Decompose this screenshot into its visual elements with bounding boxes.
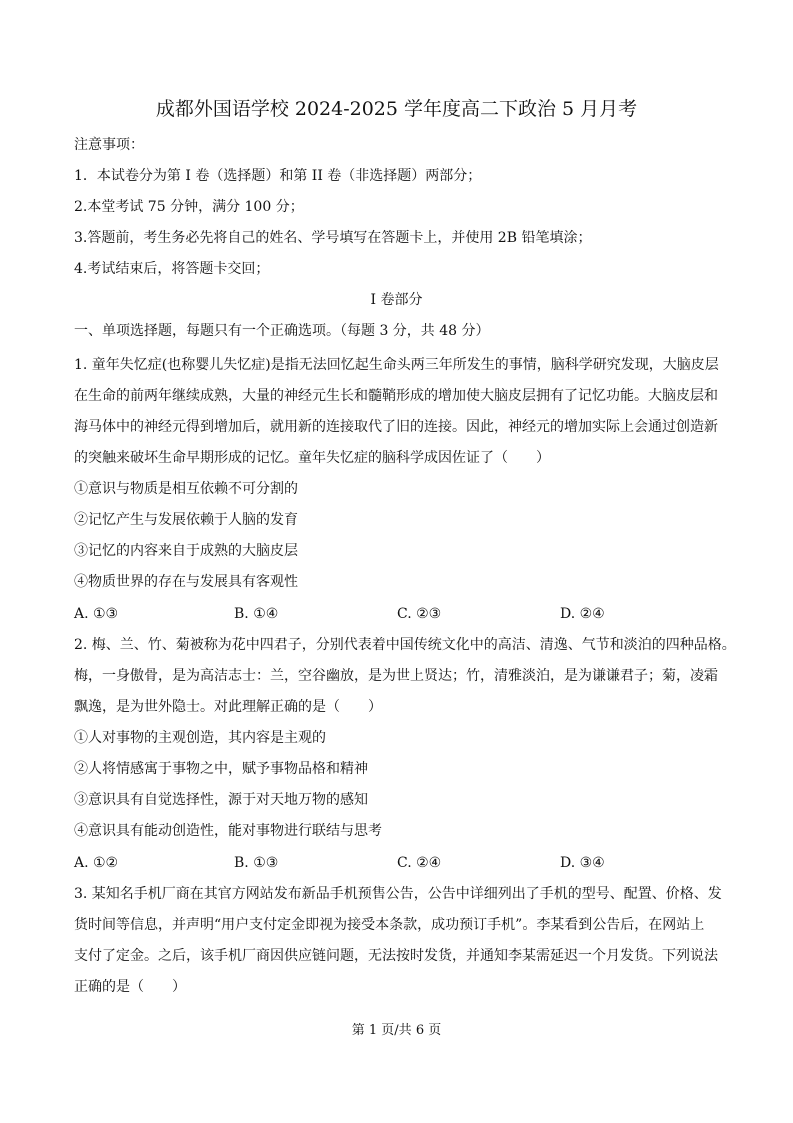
q3-stem-line-4: 正确的是（ ） — [74, 979, 186, 995]
q1-stem-line-2: 在生命的前两年继续成熟，大量的神经元生长和髓鞘形成的增加使大脑皮层拥有了记忆功能。大脑皮层和 — [74, 388, 718, 404]
q2-choice-c: C. ②④ — [397, 855, 442, 871]
q1-choice-b: B. ①④ — [234, 606, 279, 622]
q2-choice-d: D. ③④ — [560, 855, 605, 871]
q1-choice-d: D. ②④ — [560, 606, 605, 622]
notes-heading: 注意事项： — [74, 137, 144, 153]
note-item-1: 1．本试卷分为第 I 卷（选择题）和第 II 卷（非选择题）两部分； — [74, 168, 482, 184]
q2-item-3: ③意识具有自觉选择性，源于对天地万物的感知 — [74, 792, 368, 808]
q2-item-1: ①人对事物的主观创造，其内容是主观的 — [74, 730, 326, 746]
q1-item-4: ④物质世界的存在与发展具有客观性 — [74, 574, 298, 590]
q1-item-2: ②记忆产生与发展依赖于人脑的发育 — [74, 512, 298, 528]
note-item-4: 4.考试结束后，将答题卡交回； — [74, 261, 270, 277]
section-title: I 卷部分 — [370, 292, 423, 308]
page-title: 成都外国语学校 2024-2025 学年度高二下政治 5 月月考 — [155, 98, 638, 120]
q1-choice-a: A. ①③ — [74, 606, 119, 622]
q1-stem-line-4: 的突触来破坏生命早期形成的记忆。童年失忆症的脑科学成因佐证了（ ） — [74, 450, 550, 466]
q2-stem-line-2: 梅，一身傲骨，是为高洁志士：兰，空谷幽放，是为世上贤达；竹，清雅淡泊，是为谦谦君子；菊，凌霜 — [74, 668, 718, 684]
q2-choice-a: A. ①② — [74, 855, 119, 871]
q2-stem-line-1: 2. 梅、兰、竹、菊被称为花中四君子，分别代表着中国传统文化中的高洁、清逸、气节和淡泊的四种品格。 — [74, 637, 736, 653]
note-item-3: 3.答题前，考生务必先将自己的姓名、学号填写在答题卡上，并使用 2B 铅笔填涂； — [74, 230, 592, 246]
part-heading: 一、单项选择题，每题只有一个正确选项。（每题 3 分，共 48 分） — [74, 323, 490, 339]
note-item-2: 2.本堂考试 75 分钟，满分 100 分； — [74, 199, 304, 215]
q1-choice-c: C. ②③ — [397, 606, 442, 622]
q1-item-1: ①意识与物质是相互依赖不可分割的 — [74, 481, 298, 497]
q2-stem-line-3: 飘逸，是为世外隐士。对此理解正确的是（ ） — [74, 699, 382, 715]
q3-stem-line-2: 货时间等信息，并声明“用户支付定金即视为接受本条款，成功预订手机”。李某看到公告后，在网站上 — [74, 917, 705, 933]
q1-stem-line-1: 1. 童年失忆症(也称婴儿失忆症)是指无法回忆起生命头两三年所发生的事情，脑科学研究发现，大脑皮层 — [74, 357, 719, 373]
q2-item-2: ②人将情感寓于事物之中，赋予事物品格和精神 — [74, 761, 368, 777]
q1-item-3: ③记忆的内容来自于成熟的大脑皮层 — [74, 543, 298, 559]
q2-choice-b: B. ①③ — [234, 855, 279, 871]
page-footer: 第 1 页/共 6 页 — [351, 1023, 442, 1038]
q2-item-4: ④意识具有能动创造性，能对事物进行联结与思考 — [74, 823, 382, 839]
q3-stem-line-1: 3. 某知名手机厂商在其官方网站发布新品手机预售公告，公告中详细列出了手机的型号、配置、价格、发 — [74, 886, 722, 902]
q3-stem-line-3: 支付了定金。之后，该手机厂商因供应链问题，无法按时发货，并通知李某需延迟一个月发货。下列说法 — [74, 948, 718, 964]
q1-stem-line-3: 海马体中的神经元得到增加后，就用新的连接取代了旧的连接。因此，神经元的增加实际上会通过创造新 — [74, 419, 718, 435]
